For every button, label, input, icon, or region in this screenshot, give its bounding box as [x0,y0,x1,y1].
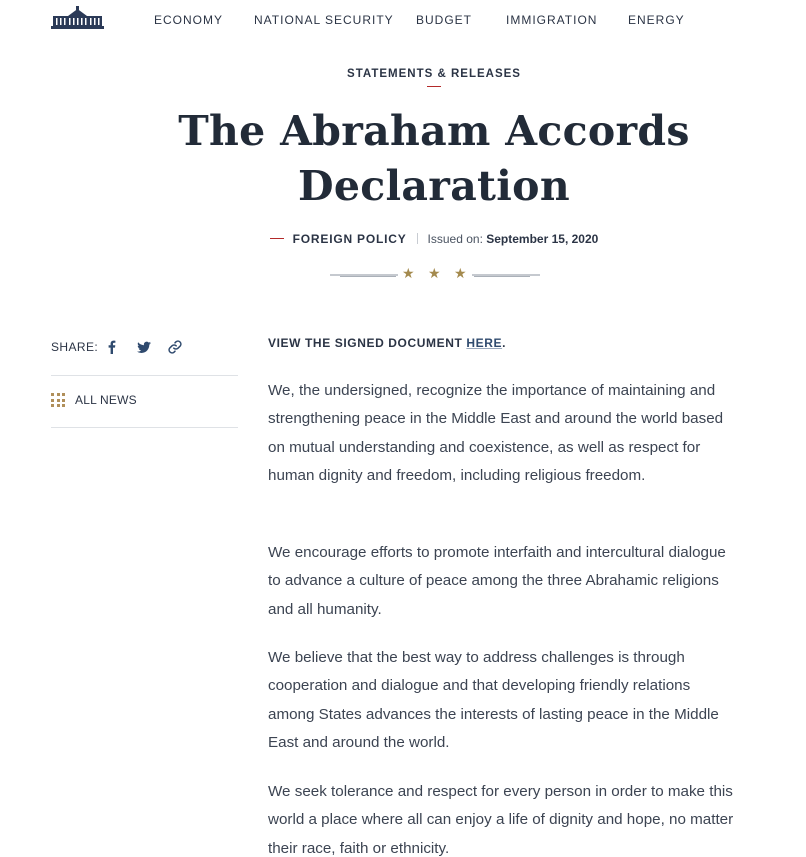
issued-on-label: Issued on: [427,232,483,246]
title-line-1: The Abraham Accords [178,107,690,155]
twitter-icon[interactable] [136,339,152,355]
nav-item-energy[interactable]: ENERGY [628,13,685,27]
nav-item-budget[interactable]: BUDGET [416,13,473,27]
nav-item-immigration[interactable]: IMMIGRATION [506,13,598,27]
title-line-2: Declaration [298,162,570,210]
divider-bar-right-inner [474,276,530,277]
article-paragraph: We encourage efforts to promote interfaith and intercultural dialogue to advance a culture of peace among the three Abrahamic religions and all humanity. [268,544,726,618]
star-divider [330,265,540,285]
issue-link[interactable]: FOREIGN POLICY [292,232,407,246]
article-paragraph: We believe that the best way to address challenges is through cooperation and dialogue and that developing friendly relations among States advances the interests of lasting peace in the Middle East and around the world. [268,649,719,751]
sidebar-divider [51,375,238,376]
view-signed-document [268,336,506,350]
all-news-label: ALL NEWS [75,393,137,407]
all-news-link[interactable] [51,393,137,407]
white-house-logo-icon[interactable] [51,6,104,29]
article-meta [0,232,806,246]
divider-bar-left-inner [340,276,396,277]
star-icon: ★ [428,266,441,282]
top-navigation [0,0,806,40]
meta-separator [417,233,418,244]
eyebrow-divider [427,86,441,87]
nav-item-economy[interactable]: ECONOMY [154,13,224,27]
nav-item-national-security[interactable]: NATIONAL SECURITY [254,13,394,27]
category-link[interactable]: STATEMENTS & RELEASES [347,68,521,80]
meta-dash [270,238,284,239]
view-doc-link[interactable]: HERE [466,336,503,350]
page-title [170,104,698,214]
article-paragraph: We seek tolerance and respect for every person in order to make this world a place where all can enjoy a life of dignity and hope, no matter their race, faith or ethnicity. [268,783,734,857]
star-icon: ★ [402,266,415,282]
article-paragraph: We, the undersigned, recognize the importance of maintaining and strengthening peace in the Middle East and around the world based on mutual understanding and coexistence, as well as respect for human dignity and freedom, including religious freedom. [268,382,724,484]
grid-icon [51,393,65,407]
facebook-icon[interactable] [104,339,120,355]
link-icon[interactable] [167,339,183,355]
share-label: SHARE: [51,340,99,354]
star-icon: ★ [454,266,467,282]
view-doc-suffix: . [502,336,507,350]
issued-on-date: September 15, 2020 [486,232,599,246]
view-doc-prefix: VIEW THE SIGNED DOCUMENT [268,336,463,350]
sidebar-divider [51,427,238,428]
